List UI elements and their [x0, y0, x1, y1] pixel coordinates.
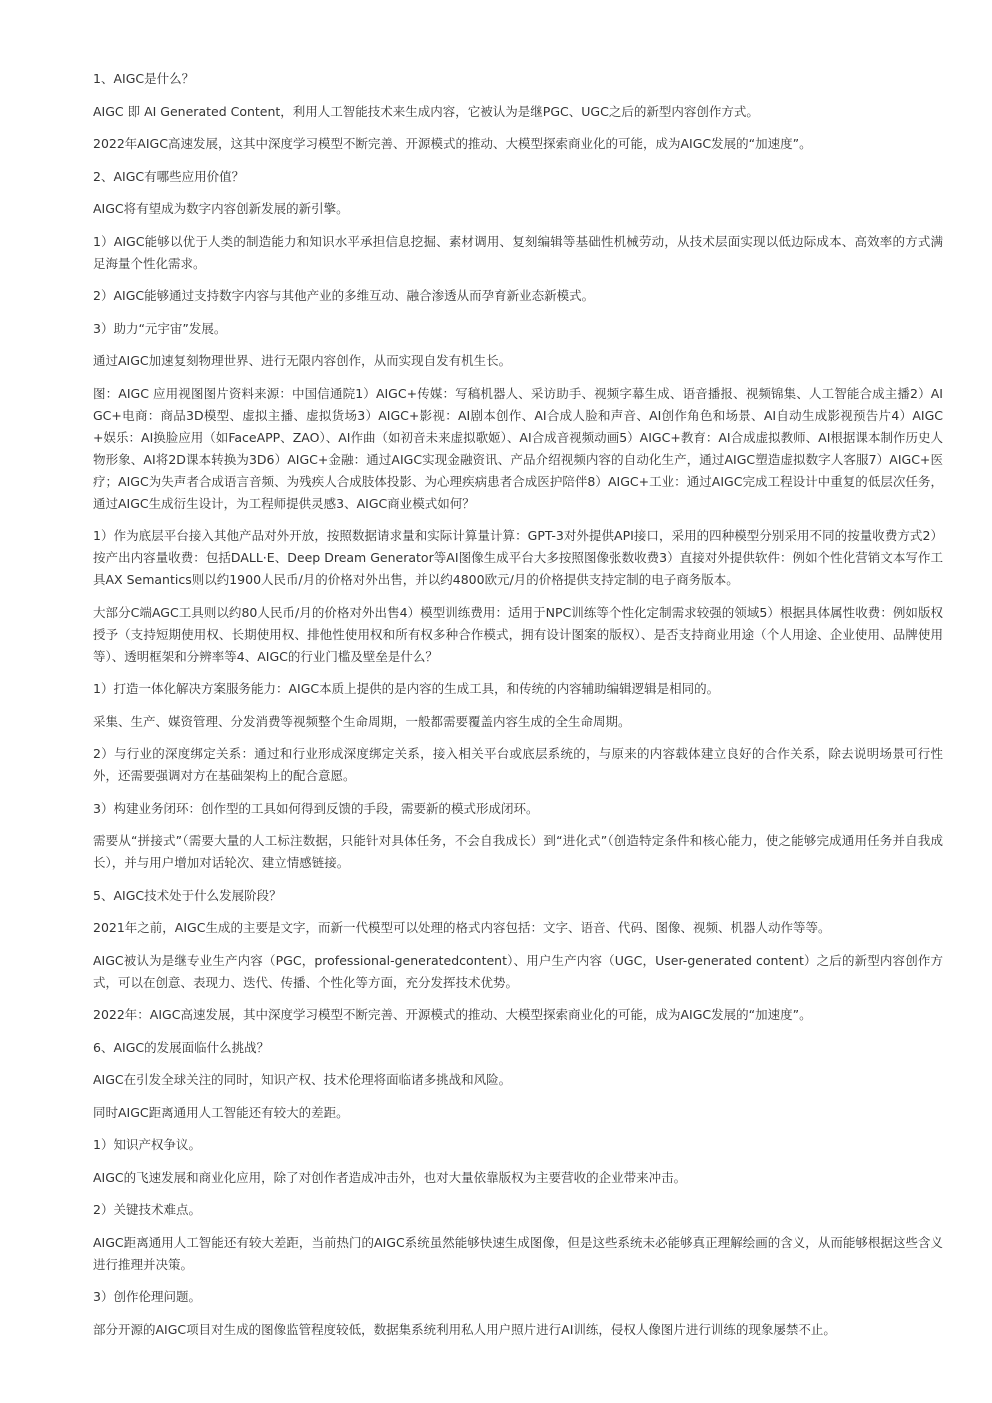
paragraph: AIGC的飞速发展和商业化应用，除了对创作者造成冲击外，也对大量依靠版权为主要营收的企业带来冲击。	[93, 1169, 687, 1185]
paragraph-business-model-cont: 大部分C端AGC工具则以约80人民币/月的价格对外出售4）模型训练费用：适用于NPC训练等个性化定制需求较强的领域5）根据具体属性收费：例如版权授予（支持短期使用权、长期使用权、排他性使用权和所有权多种合作模式，拥有设计图案的版权）、是否支持商业用途（个人用途、企业使用、品牌使用等）、透明框架和分辨率等4、AIGC的行业门槛及壁垒是什么？	[93, 604, 943, 664]
heading-challenges: 6、AIGC的发展面临什么挑战？	[93, 1039, 270, 1055]
paragraph-application-view: 图：AIGC 应用视图图片资料来源：中国信通院1）AIGC+传媒：写稿机器人、采访助手、视频字幕生成、语音播报、视频锦集、人工智能合成主播2）AIGC+电商：商品3D模型、虚拟主播、虚拟货场3）AIGC+影视：AI剧本创作、AI合成人脸和声音、AI创作角色和场景、AI自动生成影视预告片4）AIGC+娱乐：AI换脸应用（如FaceAPP、ZAO）、AI作曲（如初音未来虚拟歌姬）、AI合成音视频动画5）AIGC+教育：AI合成虚拟教师、AI根据课本制作历史人物形象、AI将2D课本转换为3D6）AIGC+金融：通过AIGC实现金融资讯、产品介绍视频内容的自动化生产，通过AIGC塑造虚拟数字人客服7）AIGC+医疗；AIGC为失声者合成语言音频、为残疾人合成肢体投影、为心理疾病患者合成医护陪伴8）AIGC+工业：通过AIGC完成工程设计中重复的低层次任务，通过AIGC生成衍生设计，为工程师提供灵感3、AIGC商业模式如何？	[93, 385, 943, 511]
paragraph: AIGC被认为是继专业生产内容（PGC，professional-generatedcontent）、用户生产内容（UGC，User-generated content）之后的新型内容创作方式，可以在创意、表现力、迭代、传播、个性化等方面，充分发挥技术优势。	[93, 952, 943, 990]
paragraph: AIGC 即 AI Generated Content，利用人工智能技术来生成内容，它被认为是继PGC、UGC之后的新型内容创作方式。	[93, 103, 759, 119]
paragraph: 1）AIGC能够以优于人类的制造能力和知识水平承担信息挖掘、素材调用、复刻编辑等基础性机械劳动，从技术层面实现以低边际成本、高效率的方式满足海量个性化需求。	[93, 233, 943, 271]
paragraph: 1）打造一体化解决方案服务能力：AIGC本质上提供的是内容的生成工具，和传统的内容辅助编辑逻辑是相同的。	[93, 681, 720, 696]
paragraph: 1）知识产权争议。	[93, 1137, 201, 1152]
paragraph: AIGC距离通用人工智能还有较大差距，当前热门的AIGC系统虽然能够快速生成图像，但是这些系统未必能够真正理解绘画的含义，从而能够根据这些含义进行推理并决策。	[93, 1234, 943, 1272]
paragraph: 通过AIGC加速复刻物理世界、进行无限内容创作，从而实现自发有机生长。	[93, 353, 512, 368]
paragraph: 3）构建业务闭环：创作型的工具如何得到反馈的手段，需要新的模式形成闭环。	[93, 800, 539, 816]
paragraph: 2022年：AIGC高速发展，其中深度学习模型不断完善、开源模式的推动、大模型探索商业化的可能，成为AIGC发展的“加速度”。	[93, 1007, 812, 1022]
paragraph: 3）助力“元宇宙”发展。	[93, 320, 227, 336]
paragraph: 同时AIGC距离通用人工智能还有较大的差距。	[93, 1104, 349, 1120]
paragraph: 2022年AIGC高速发展，这其中深度学习模型不断完善、开源模式的推动、大模型探索商业化的可能，成为AIGC发展的“加速度”。	[93, 136, 812, 151]
paragraph: 部分开源的AIGC项目对生成的图像监管程度较低，数据集系统利用私人用户照片进行AI训练，侵权人像图片进行训练的现象屡禁不止。	[93, 1321, 836, 1337]
paragraph: 2）关键技术难点。	[93, 1202, 201, 1217]
paragraph: 2021年之前，AIGC生成的主要是文字，而新一代模型可以处理的格式内容包括：文字、语音、代码、图像、视频、机器人动作等等。	[93, 920, 831, 935]
paragraph-business-model: 1）作为底层平台接入其他产品对外开放，按照数据请求量和实际计算量计算：GPT-3对外提供API接口，采用的四种模型分别采用不同的按量收费方式2）按产出内容量收费：包括DALL·E、Deep Dream Generator等AI图像生成平台大多按照图像张数收费3）直接对外提供软件：例如个性化营销文本写作工具AX Semantics则以约1900人民币/月的价格对外出售，并以约4800欧元/月的价格提供支持定制的电子商务版本。	[93, 528, 943, 587]
paragraph: 2）与行业的深度绑定关系：通过和行业形成深度绑定关系，接入相关平台或底层系统的，与原来的内容载体建立良好的合作关系，除去说明场景可行性外，还需要强调对方在基础架构上的配合意愿。	[93, 746, 943, 783]
paragraph: 采集、生产、媒资管理、分发消费等视频整个生命周期，一般都需要覆盖内容生成的全生命周期。	[93, 713, 631, 729]
paragraph: 3）创作伦理问题。	[93, 1289, 201, 1304]
heading-development-stage: 5、AIGC技术处于什么发展阶段？	[93, 887, 282, 903]
heading-application-value: 2、AIGC有哪些应用价值？	[93, 168, 245, 184]
paragraph: AIGC将有望成为数字内容创新发展的新引擎。	[93, 201, 349, 216]
paragraph: AIGC在引发全球关注的同时，知识产权、技术伦理将面临诸多挑战和风险。	[93, 1072, 512, 1087]
document-body	[93, 68, 943, 1351]
paragraph: 2）AIGC能够通过支持数字内容与其他产业的多维互动、融合渗透从而孕育新业态新模式。	[93, 288, 595, 303]
heading-what-is-aigc: 1、AIGC是什么？	[93, 71, 195, 86]
paragraph: 需要从“拼接式”（需要大量的人工标注数据，只能针对具体任务，不会自我成长）到“进化式”（创造特定条件和核心能力，使之能够完成通用任务并自我成长），并与用户增加对话轮次、建立情感链接。	[93, 833, 943, 870]
